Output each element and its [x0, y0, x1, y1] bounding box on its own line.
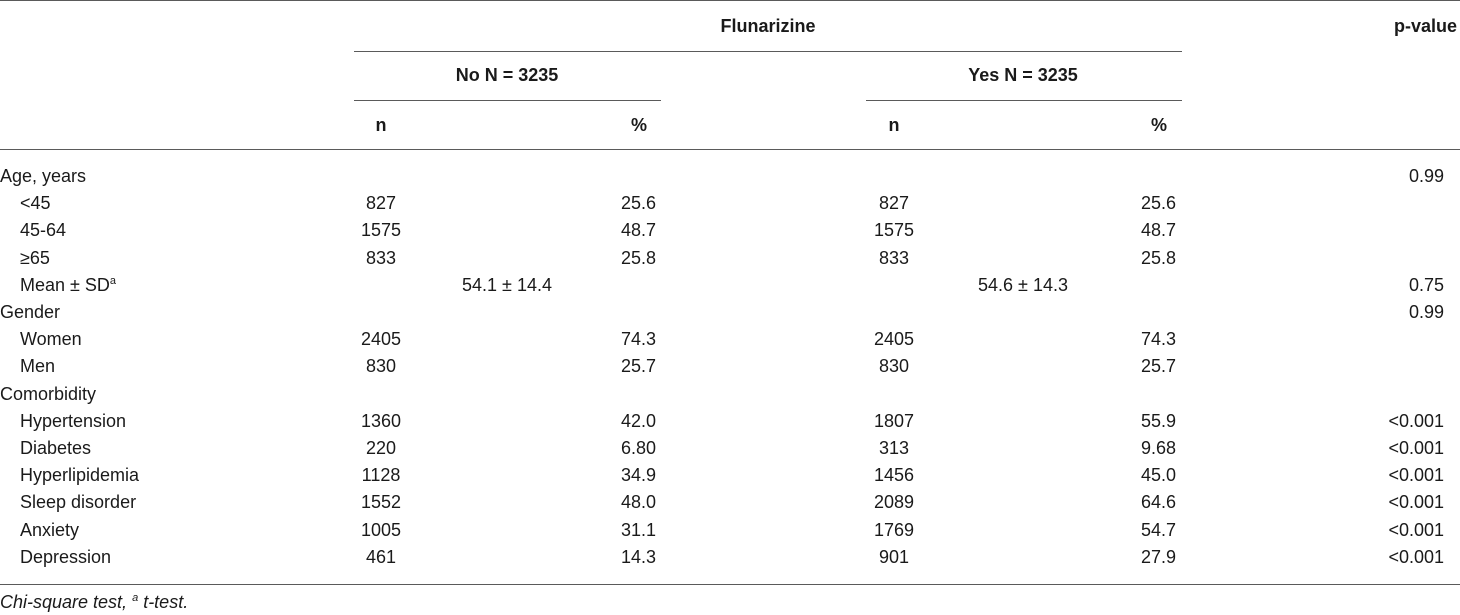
yes-pct-cell: 45.0: [1140, 465, 1176, 485]
row-label: Women: [20, 329, 82, 349]
row-label: Hypertension: [20, 411, 127, 431]
row-label: Diabetes: [20, 438, 92, 458]
header-bottom-rule: [0, 149, 1460, 150]
no-n-cell: 2405: [360, 329, 402, 349]
row-label: Anxiety: [20, 520, 80, 540]
row-label: [20, 275, 116, 295]
yes-n-cell: 833: [878, 248, 910, 268]
no-n-cell: 461: [365, 547, 397, 567]
no-n-header: n: [375, 115, 387, 135]
no-pct-cell: 25.7: [620, 356, 656, 376]
table-footnote: [0, 592, 188, 612]
row-label: Sleep disorder: [20, 492, 137, 512]
yes-n-cell: 1769: [873, 520, 915, 540]
yes-n-header: n: [888, 115, 900, 135]
yes-n-cell: 830: [878, 356, 910, 376]
row-label: 45-64: [20, 220, 67, 240]
no-n-cell: 1575: [360, 220, 402, 240]
row-label-text: Mean ± SD: [20, 275, 110, 295]
pvalue-cell: 0.75: [1408, 275, 1444, 295]
yes-mean-sd-cell: 54.6 ± 14.3: [978, 275, 1068, 295]
footnote-tail: t-test.: [138, 592, 189, 612]
yes-n-cell: 1807: [873, 411, 915, 431]
no-n-cell: 1128: [361, 465, 401, 485]
yes-group-header: Yes N = 3235: [968, 65, 1078, 85]
row-label: Hyperlipidemia: [20, 465, 140, 485]
no-pct-header: %: [630, 115, 647, 135]
no-pct-cell: 48.0: [620, 492, 656, 512]
pvalue-cell: 0.99: [1408, 166, 1444, 186]
yes-pct-cell: 25.8: [1140, 248, 1176, 268]
group-header: Flunarizine: [720, 16, 816, 36]
yes-pct-cell: 25.6: [1140, 193, 1176, 213]
pvalue-header: p-value: [1393, 16, 1457, 36]
pvalue-cell: <0.001: [1388, 411, 1444, 431]
yes-pct-cell: 27.9: [1140, 547, 1176, 567]
bottom-rule: [0, 584, 1460, 585]
no-pct-cell: 31.1: [620, 520, 656, 540]
no-pct-cell: 74.3: [620, 329, 656, 349]
row-label: Age, years: [0, 166, 87, 186]
no-pct-cell: 6.80: [620, 438, 656, 458]
no-pct-cell: 42.0: [620, 411, 656, 431]
pvalue-cell: 0.99: [1408, 302, 1444, 322]
footnote-text: Chi-square test,: [0, 592, 133, 612]
yes-pct-cell: 9.68: [1140, 438, 1176, 458]
pvalue-cell: <0.001: [1388, 520, 1444, 540]
no-n-cell: 1360: [360, 411, 402, 431]
pvalue-cell: <0.001: [1388, 492, 1444, 512]
yes-pct-cell: 48.7: [1140, 220, 1176, 240]
no-pct-cell: 25.6: [620, 193, 656, 213]
yes-underline: [866, 100, 1182, 101]
pvalue-cell: <0.001: [1388, 438, 1444, 458]
no-mean-sd-cell: 54.1 ± 14.4: [462, 275, 552, 295]
no-n-cell: 220: [365, 438, 397, 458]
yes-pct-cell: 55.9: [1140, 411, 1176, 431]
no-pct-cell: 25.8: [620, 248, 656, 268]
no-group-header: No N = 3235: [455, 65, 559, 85]
footnote-sup: a: [132, 592, 139, 604]
pvalue-cell: <0.001: [1388, 547, 1444, 567]
yes-pct-header: %: [1150, 115, 1167, 135]
pvalue-cell: <0.001: [1388, 465, 1444, 485]
yes-pct-cell: 25.7: [1140, 356, 1176, 376]
no-pct-cell: 14.3: [620, 547, 656, 567]
top-rule: [0, 0, 1460, 1]
row-label: Depression: [20, 547, 112, 567]
no-n-cell: 1005: [360, 520, 402, 540]
row-label: Comorbidity: [0, 384, 97, 404]
yes-n-cell: 827: [878, 193, 910, 213]
no-n-cell: 1552: [360, 492, 402, 512]
row-label: ≥65: [20, 248, 50, 268]
no-n-cell: 827: [365, 193, 397, 213]
row-label-sup: a: [109, 275, 117, 287]
no-n-cell: 833: [365, 248, 397, 268]
yes-n-cell: 1575: [873, 220, 915, 240]
no-pct-cell: 48.7: [620, 220, 656, 240]
yes-n-cell: 901: [878, 547, 910, 567]
yes-n-cell: 2089: [873, 492, 915, 512]
group-underline: [354, 51, 1182, 52]
row-label: Gender: [0, 302, 61, 322]
yes-n-cell: 2405: [873, 329, 915, 349]
yes-n-cell: 313: [878, 438, 910, 458]
no-pct-cell: 34.9: [620, 465, 656, 485]
no-underline: [354, 100, 661, 101]
row-label: Men: [20, 356, 56, 376]
yes-pct-cell: 74.3: [1140, 329, 1176, 349]
yes-n-cell: 1456: [873, 465, 915, 485]
yes-pct-cell: 64.6: [1140, 492, 1176, 512]
row-label: <45: [20, 193, 51, 213]
yes-pct-cell: 54.7: [1140, 520, 1176, 540]
no-n-cell: 830: [365, 356, 397, 376]
